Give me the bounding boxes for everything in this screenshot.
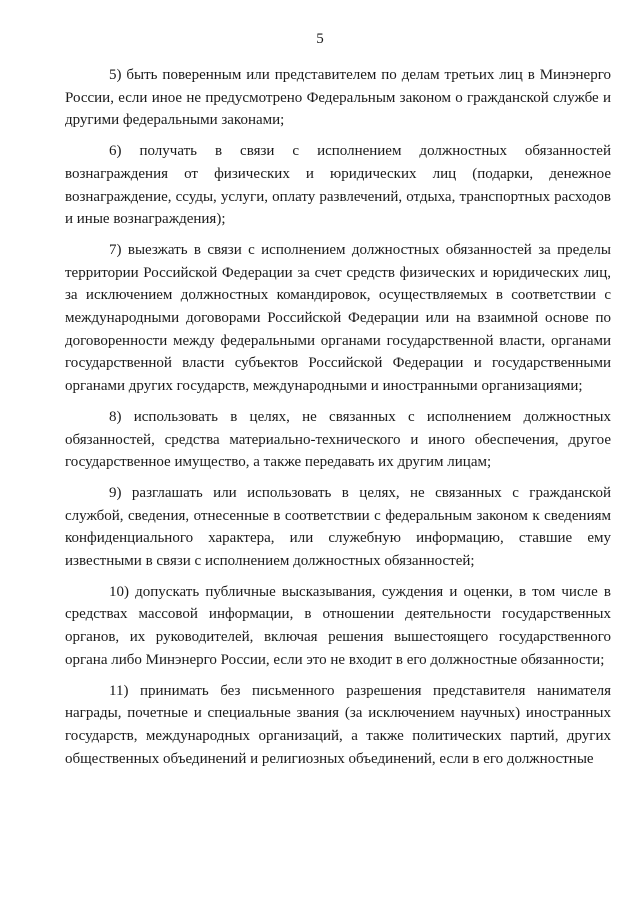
list-item-6: 6) получать в связи с исполнением должностных обязанностей вознаграждения от физических и юридических лиц (подарки, денежное вознаграждение, ссуды, услуги, оплату развлечений, отдыха, транспортных расходов и иные вознаграждения);: [65, 143, 611, 228]
list-item-9: 9) разглашать или использовать в целях, не связанных с гражданской службой, сведения, отнесенные в соответствии с федеральным законом к сведениям конфиденциального характера, или служебную информацию, ставшие ему известными в связи с исполнением должностных обязанностей;: [65, 484, 611, 570]
page-number: 5: [316, 31, 324, 47]
list-item-11: 11) принимать без письменного разрешения представителя нанимателя награды, почетные и специальные звания (за исключением научных) иностранных государств, международных организаций, а также политических партий, других общественных объединений и религиозных объединений, если в его должностные: [65, 682, 611, 767]
list-item-5: 5) быть поверенным или представителем по делам третьих лиц в Минэнерго России, если иное не предусмотрено Федеральным законом о гражданской службе и другими федеральными законами;: [65, 67, 611, 129]
list-item-10: 10) допускать публичные высказывания, суждения и оценки, в том числе в средствах массовой информации, в отношении деятельности государственных органов, их руководителей, включая решения вышестоящего государственного органа либо Минэнерго России, если это не входит в его должностные обязанности;: [65, 583, 611, 668]
list-item-7: 7) выезжать в связи с исполнением должностных обязанностей за пределы территории Российской Федерации за счет средств физических и юридических лиц, за исключением должностных командировок, осуществляемых в соответствии с международными договорами Российской Федерации или на взаимной основе по договоренности между федеральными органами государственной власти, органами государственной власти субъектов Российской Федерации и государственными органами других государств, международными и иностранными организациями;: [65, 241, 611, 395]
list-item-8: 8) использовать в целях, не связанных с исполнением должностных обязанностей, средства материально-технического и иного обеспечения, другое государственное имущество, а также передавать их другим лицам;: [65, 408, 611, 471]
document-body: [65, 64, 611, 778]
